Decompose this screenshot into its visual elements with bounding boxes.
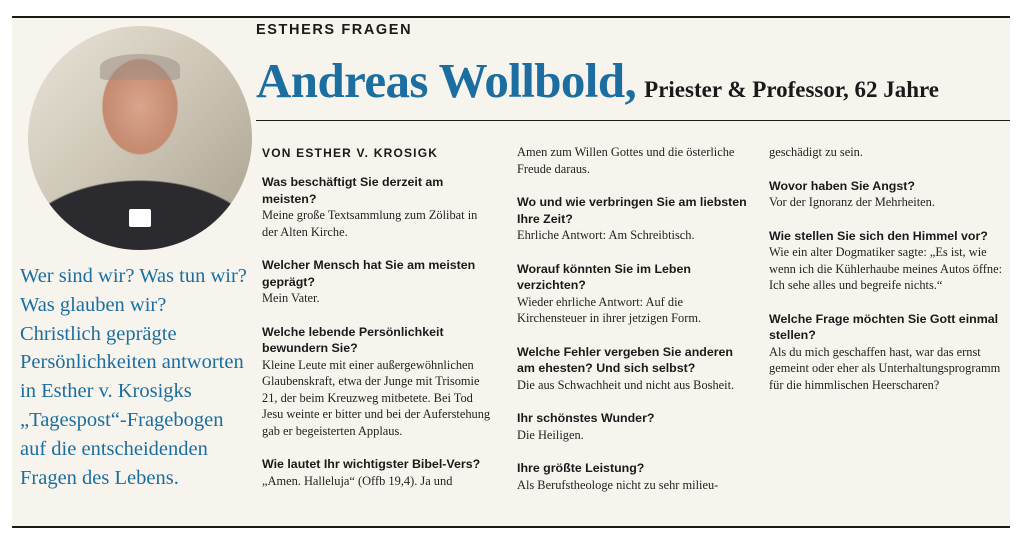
question: Wo und wie verbringen Sie am liebsten Ihre Zeit?	[517, 195, 747, 226]
question: Welche Fehler vergeben Sie anderen am ehesten? Und sich selbst?	[517, 344, 734, 375]
answer: Wie ein alter Dogmatiker sagte: „Es ist, wie wenn ich die Kühlerhaube meines Autos öffne: Ich sehe alles und begreife nichts.“	[769, 245, 1003, 292]
column-label: ESTHERS FRAGEN	[256, 22, 413, 38]
answer-continuation: Amen zum Willen Gottes und die österliche Freude daraus.	[517, 145, 735, 176]
answer: Wieder ehrliche Antwort: Auf die Kirchensteuer in ihrer jetzigen Form.	[517, 294, 702, 325]
question: Welche Frage möchten Sie Gott einmal stellen?	[769, 311, 999, 342]
answer: Mein Vater.	[262, 291, 320, 305]
intro-text: Wer sind wir? Was tun wir? Was glauben wir? Christlich geprägte Persönlichkeiten antworten in Esther v. Krosigks „Tagespost“-Fragebogen auf die entscheidenden Fragen des Lebens.	[20, 265, 247, 489]
question: Wie stellen Sie sich den Himmel vor?	[769, 228, 988, 243]
question: Welche lebende Persönlichkeit bewundern Sie?	[262, 324, 444, 355]
question: Worauf könnten Sie im Leben verzichten?	[517, 261, 691, 292]
article-column-3	[769, 144, 1003, 410]
portrait-photo	[28, 26, 252, 250]
portrait-hair	[100, 54, 180, 80]
clerical-collar	[129, 209, 151, 227]
headline-rule	[256, 120, 1010, 121]
question: Wie lautet Ihr wichtigster Bibel-Vers?	[262, 457, 481, 471]
answer: Als du mich geschaffen hast, war das ernst gemeint oder eher als Unterhaltungsprogramm für die himmlischen Heerscharen?	[769, 344, 1001, 392]
answer: Die aus Schwachheit und nicht aus Bosheit.	[517, 377, 735, 392]
answer: „Amen. Halleluja“ (Offb 19,4). Ja und	[262, 473, 453, 488]
headline-name: Andreas Wollbold,	[256, 53, 637, 108]
article-page	[12, 16, 1010, 528]
byline: VON ESTHER V. KROSIGK	[262, 146, 439, 160]
answer: Ehrliche Antwort: Am Schreibtisch.	[517, 228, 695, 242]
answer-continuation: geschädigt zu sein.	[769, 145, 863, 159]
headline	[256, 52, 1008, 109]
answer: Meine große Textsammlung zum Zölibat in der Alten Kirche.	[262, 208, 478, 239]
answer: Vor der Ignoranz der Mehrheiten.	[769, 195, 935, 209]
question: Was beschäftigt Sie derzeit am meisten?	[262, 175, 444, 206]
answer: Kleine Leute mit einer außergewöhnlichen Glaubenskraft, etwa der Junge mit Trisomie 21, der beim Kreuzweg mitbetete. Bei Tod Jesu weinte er bitter und bei der Auferstehung gab er begeisterten Applaus.	[262, 357, 491, 438]
answer: Die Heiligen.	[517, 427, 584, 442]
question: Ihre größte Leistung?	[517, 461, 645, 475]
question: Welcher Mensch hat Sie am meisten geprägt?	[262, 258, 476, 289]
answer: Als Berufstheologe nicht zu sehr milieu-	[517, 477, 719, 492]
article-column-2	[517, 144, 751, 510]
question: Ihr schönstes Wunder?	[517, 411, 655, 425]
article-column-1	[262, 146, 496, 506]
headline-role: Priester & Professor, 62 Jahre	[644, 77, 940, 102]
question: Wovor haben Sie Angst?	[769, 178, 915, 193]
